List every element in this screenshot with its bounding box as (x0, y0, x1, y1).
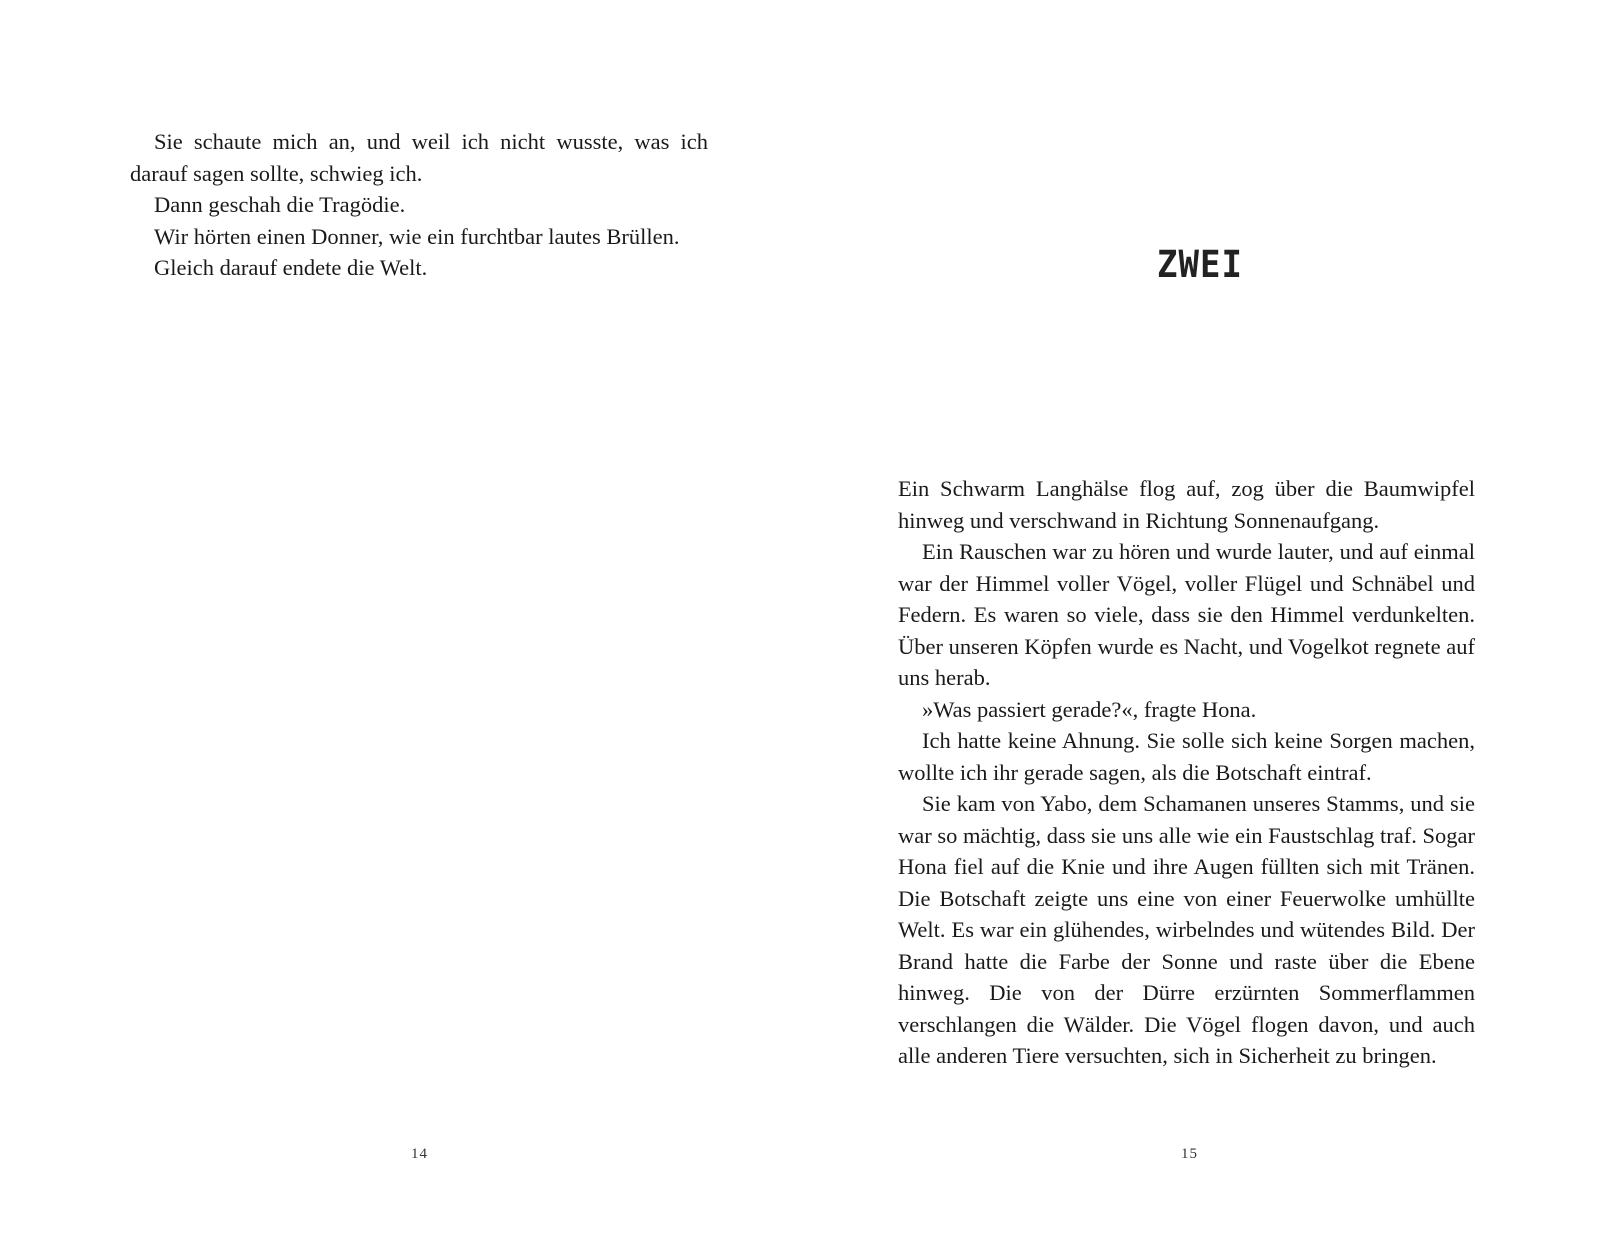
paragraph: Ein Schwarm Langhälse flog auf, zog über die Baumwipfel hinweg und verschwand in Richtung Sonnenaufgang. (898, 476, 1475, 533)
left-page-text (130, 126, 708, 284)
right-page (800, 0, 1600, 1244)
paragraph: Sie schaute mich an, und weil ich nicht wusste, was ich darauf sagen sollte, schwieg ich. (130, 129, 708, 186)
paragraph: »Was passiert gerade?«, fragte Hona. (922, 696, 1257, 722)
page-number-right: 15 (1181, 1146, 1198, 1162)
page-number-left: 14 (411, 1146, 428, 1162)
right-page-text (898, 473, 1475, 1072)
paragraph: Dann geschah die Tragödie. (154, 192, 406, 217)
paragraph: Gleich darauf endete die Welt. (154, 255, 428, 280)
paragraph: Ich hatte keine Ahnung. Sie solle sich keine Sorgen machen, wollte ich ihr gerade sagen, als die Botschaft eintraf. (898, 728, 1475, 785)
paragraph: Sie kam von Yabo, dem Schamanen unseres Stamms, und sie war so mächtig, dass sie uns alle wie ein Faustschlag traf. Sogar Hona fiel auf die Knie und ihre Augen füllten sich mit Tränen. Die Botschaft zeigte uns eine von einer Feuerwolke umhüllte Welt. Es war ein glühendes, wirbelndes und wütendes Bild. Der Brand hatte die Farbe der Sonne und raste über die Ebene hinweg. Die von der Dürre erzürnten Sommerflammen verschlangen die Wälder. Die Vögel flogen davon, und auch alle anderen Tiere versuchten, sich in Sicherheit zu bringen. (898, 791, 1475, 1068)
paragraph: Ein Rauschen war zu hören und wurde lauter, und auf einmal war der Himmel voller Vögel, voller Flügel und Schnäbel und Federn. Es waren so viele, dass sie den Himmel verdunkelten. Über unseren Köpfen wurde es Nacht, und Vogelkot regnete auf uns herab. (898, 539, 1475, 690)
paragraph: Wir hörten einen Donner, wie ein furchtbar lautes Brüllen. (154, 223, 680, 249)
chapter-title: ZWEI (1157, 243, 1243, 287)
